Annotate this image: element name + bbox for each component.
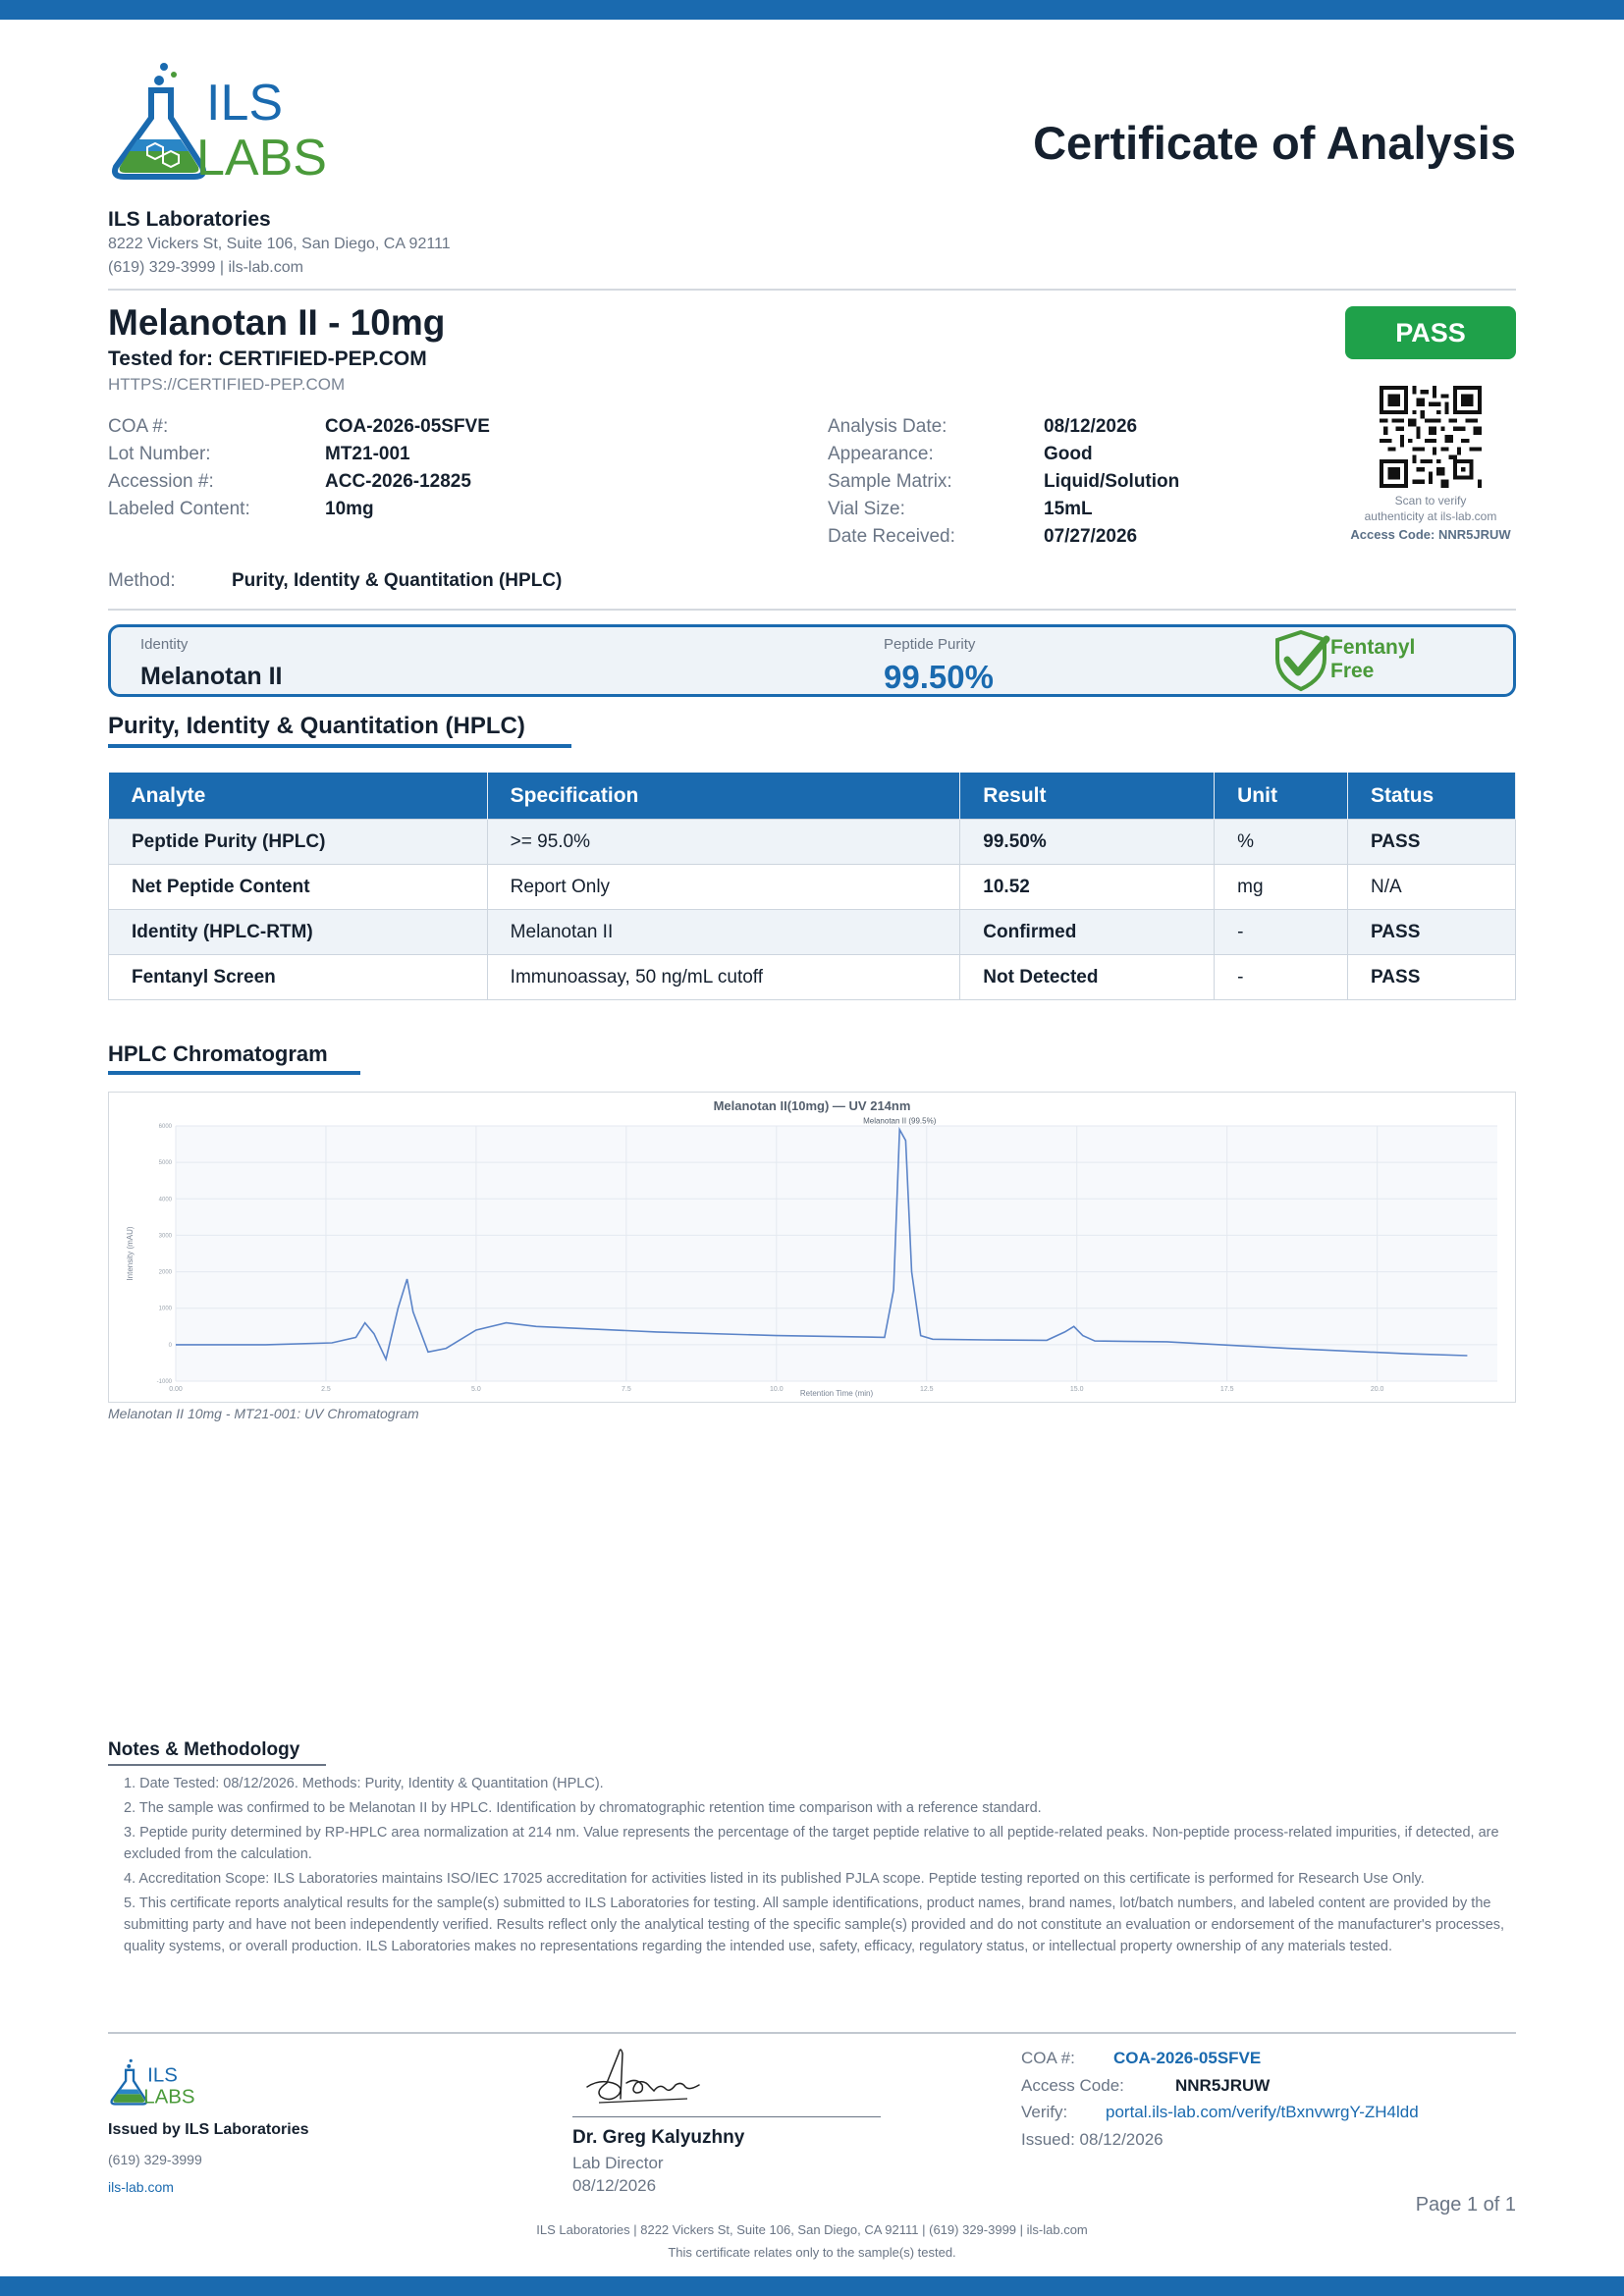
y-tick-label: 1000 <box>158 1306 172 1312</box>
x-tick-label: 5.0 <box>471 1386 481 1393</box>
cell-result: Not Detected <box>960 955 1215 1000</box>
cell-analyte: Net Peptide Content <box>109 865 488 910</box>
info-label-analysis-date: Analysis Date: <box>828 416 947 437</box>
cell-analyte: Peptide Purity (HPLC) <box>109 820 488 865</box>
cell-analyte: Fentanyl Screen <box>109 955 488 1000</box>
method-label: Method: <box>108 570 176 591</box>
cell-result: Confirmed <box>960 910 1215 955</box>
col-header-analyte: Analyte <box>109 773 488 820</box>
lab-address: 8222 Vickers St, Suite 106, San Diego, CA 92111 <box>108 236 451 252</box>
info-value-labeled-content: 10mg <box>325 499 374 519</box>
info-value-accession: ACC-2026-12825 <box>325 471 471 492</box>
info-value-lot: MT21-001 <box>325 444 410 464</box>
results-header-row <box>109 773 1516 820</box>
info-label-sample-matrix: Sample Matrix: <box>828 471 952 492</box>
chromatogram-section-title: HPLC Chromatogram <box>108 1041 328 1066</box>
footer-logo-labs-text: LABS <box>143 2085 195 2106</box>
info-label-vial-size: Vial Size: <box>828 499 905 519</box>
info-value-analysis-date: 08/12/2026 <box>1044 416 1138 437</box>
logo-ils-text: ILS <box>206 75 284 132</box>
ils-labs-logo <box>108 61 353 181</box>
method-value: Purity, Identity & Quantitation (HPLC) <box>232 570 563 591</box>
chart-title: Melanotan II(10mg) — UV 214nm <box>713 1098 911 1113</box>
tested-for-url: HTTPS://CERTIFIED-PEP.COM <box>108 375 346 394</box>
cell-result: 99.50% <box>960 820 1215 865</box>
qr-access-code: Access Code: NNR5JRUW <box>1350 527 1511 542</box>
info-label-coa: COA #: <box>108 416 169 437</box>
chromatogram-section-underline <box>108 1071 360 1075</box>
info-label-lot: Lot Number: <box>108 444 211 464</box>
signatory-date: 08/12/2026 <box>572 2176 657 2195</box>
cell-unit: mg <box>1215 865 1348 910</box>
info-value-sample-matrix: Liquid/Solution <box>1044 471 1180 492</box>
plot-area <box>176 1126 1497 1381</box>
results-section-underline <box>108 744 571 748</box>
chromatogram-caption: Melanotan II 10mg - MT21-001: UV Chromatogram <box>108 1406 419 1421</box>
fentanyl-free-line2: Free <box>1330 660 1375 682</box>
x-tick-label: 10.0 <box>770 1386 784 1393</box>
cell-status: PASS <box>1348 910 1516 955</box>
footer-website-link[interactable]: ils-lab.com <box>108 2179 174 2195</box>
info-label-labeled-content: Labeled Content: <box>108 499 250 519</box>
results-table <box>108 773 1516 1000</box>
results-section-title: Purity, Identity & Quantitation (HPLC) <box>108 713 525 739</box>
info-value-appearance: Good <box>1044 444 1093 464</box>
info-label-accession: Accession #: <box>108 471 214 492</box>
info-value-coa: COA-2026-05SFVE <box>325 416 490 437</box>
footer-verify-label: Verify: <box>1021 2103 1068 2121</box>
x-tick-label: 7.5 <box>621 1386 631 1393</box>
footer-logo <box>108 2058 206 2106</box>
info-value-vial-size: 15mL <box>1044 499 1093 519</box>
footer-logo-ils-text: ILS <box>147 2063 178 2087</box>
col-header-specification: Specification <box>487 773 960 820</box>
signature-line <box>572 2116 881 2117</box>
y-tick-label: 2000 <box>158 1269 172 1276</box>
chromatogram-chart <box>109 1093 1515 1402</box>
cell-status: PASS <box>1348 955 1516 1000</box>
x-tick-label: 17.5 <box>1219 1386 1234 1393</box>
footer-coa-value: COA-2026-05SFVE <box>1113 2049 1262 2067</box>
y-tick-label: 6000 <box>158 1124 172 1130</box>
qr-caption-line2: authenticity at ils-lab.com <box>1364 509 1497 523</box>
signatory-title: Lab Director <box>572 2154 664 2172</box>
summary-box <box>108 624 1516 697</box>
y-tick-label: -1000 <box>156 1379 172 1385</box>
col-header-unit: Unit <box>1215 773 1348 820</box>
y-tick-label: 3000 <box>158 1233 172 1240</box>
method-divider <box>108 609 1516 611</box>
lab-name: ILS Laboratories <box>108 208 271 231</box>
cell-specification: Immunoassay, 50 ng/mL cutoff <box>487 955 960 1000</box>
cell-status: N/A <box>1348 865 1516 910</box>
cell-status: PASS <box>1348 820 1516 865</box>
notes-underline <box>108 1764 326 1766</box>
shield-check-icon <box>1272 629 1330 692</box>
x-tick-label: 0.00 <box>169 1386 183 1393</box>
x-axis-label: Retention Time (min) <box>799 1389 874 1398</box>
y-axis-label: Intensity (mAU) <box>126 1226 135 1281</box>
summary-identity-value: Melanotan II <box>140 663 283 690</box>
y-tick-label: 0 <box>168 1342 172 1349</box>
top-accent-bar <box>0 0 1624 20</box>
page-number: Page 1 of 1 <box>1415 2194 1516 2216</box>
footer-access-value: NNR5JRUW <box>1175 2076 1271 2095</box>
logo-labs-text: LABS <box>196 130 327 181</box>
footer-issued-date: Issued: 08/12/2026 <box>1021 2130 1164 2149</box>
note-item: 2. The sample was confirmed to be Melanotan II by HPLC. Identification by chromatographic retention time comparison with a reference standard. <box>124 1800 1042 1816</box>
signature-image <box>579 2040 707 2112</box>
footer-access-label: Access Code: <box>1021 2076 1124 2095</box>
note-item: 1. Date Tested: 08/12/2026. Methods: Purity, Identity & Quantitation (HPLC). <box>124 1776 604 1791</box>
footer-coa-label: COA #: <box>1021 2049 1075 2067</box>
peak-label: Melanotan II (99.5%) <box>863 1116 937 1126</box>
info-value-date-received: 07/27/2026 <box>1044 526 1138 547</box>
summary-purity-value: 99.50% <box>884 659 994 695</box>
overall-status-badge: PASS <box>1345 306 1516 359</box>
qr-code[interactable] <box>1380 386 1482 488</box>
x-tick-label: 12.5 <box>919 1386 934 1393</box>
footer-address-line: ILS Laboratories | 8222 Vickers St, Suite 106, San Diego, CA 92111 | (619) 329-3999 | ils-lab.com <box>536 2222 1088 2237</box>
cell-specification: Melanotan II <box>487 910 960 955</box>
header-divider <box>108 289 1516 291</box>
cell-analyte: Identity (HPLC-RTM) <box>109 910 488 955</box>
note-item: 5. This certificate reports analytical results for the sample(s) submitted to ILS Laboratories for testing. All sample identifications, product names, brand names, lot/batch numbers, and labeled content are provided by the submitting party and have not been independently verified. Results reflect only the analytical testing of the specific sample(s) provided and do not constitute an evaluation or endorsement of the manufacturer's processes, quality systems, or overall production. ILS Laboratories makes no representations regarding the intended use, safety, efficacy, regulatory status, or intellectual property ownership of any materials tested. <box>124 1896 1505 1954</box>
footer-verify-link[interactable]: portal.ils-lab.com/verify/tBxnvwrgY-ZH4ldd <box>1106 2103 1419 2121</box>
cell-unit: - <box>1215 955 1348 1000</box>
table-row <box>109 865 1516 910</box>
info-label-appearance: Appearance: <box>828 444 934 464</box>
table-row <box>109 910 1516 955</box>
summary-purity-label: Peptide Purity <box>884 636 976 653</box>
summary-identity-label: Identity <box>140 636 189 653</box>
issued-by: Issued by ILS Laboratories <box>108 2121 309 2138</box>
product-title: Melanotan II - 10mg <box>108 302 446 343</box>
y-tick-label: 4000 <box>158 1197 172 1203</box>
x-tick-label: 2.5 <box>321 1386 331 1393</box>
document-title: Certificate of Analysis <box>1033 117 1516 169</box>
footer-disclaimer-line: This certificate relates only to the sample(s) tested. <box>668 2245 956 2260</box>
cell-specification: Report Only <box>487 865 960 910</box>
cell-specification: >= 95.0% <box>487 820 960 865</box>
cell-result: 10.52 <box>960 865 1215 910</box>
table-row <box>109 955 1516 1000</box>
info-label-date-received: Date Received: <box>828 526 955 547</box>
col-header-result: Result <box>960 773 1215 820</box>
footer-divider <box>108 2032 1516 2034</box>
footer-phone: (619) 329-3999 <box>108 2152 202 2167</box>
tested-for: Tested for: CERTIFIED-PEP.COM <box>108 347 427 370</box>
notes-list <box>108 1773 1528 1960</box>
x-tick-label: 20.0 <box>1370 1386 1384 1393</box>
col-header-status: Status <box>1348 773 1516 820</box>
cell-unit: % <box>1215 820 1348 865</box>
qr-caption-line1: Scan to verify <box>1394 494 1467 507</box>
table-row <box>109 820 1516 865</box>
note-item: 3. Peptide purity determined by RP-HPLC area normalization at 214 nm. Value represents the percentage of the target peptide relative to all peptide-related peaks. Non-peptide process-related impurities, if detected, are excluded from the calculation. <box>124 1825 1499 1862</box>
y-tick-label: 5000 <box>158 1160 172 1167</box>
lab-contact: (619) 329-3999 | ils-lab.com <box>108 259 303 276</box>
cell-unit: - <box>1215 910 1348 955</box>
notes-title: Notes & Methodology <box>108 1739 300 1760</box>
x-tick-label: 15.0 <box>1069 1386 1084 1393</box>
chromatogram-frame <box>108 1092 1516 1403</box>
signatory-name: Dr. Greg Kalyuzhny <box>572 2127 745 2148</box>
note-item: 4. Accreditation Scope: ILS Laboratories maintains ISO/IEC 17025 accreditation for activities listed in its published PJLA scope. Peptide testing reported on this certificate is performed for Research Use Only. <box>124 1871 1425 1887</box>
fentanyl-free-line1: Fentanyl <box>1330 636 1416 659</box>
bottom-accent-bar <box>0 2276 1624 2296</box>
